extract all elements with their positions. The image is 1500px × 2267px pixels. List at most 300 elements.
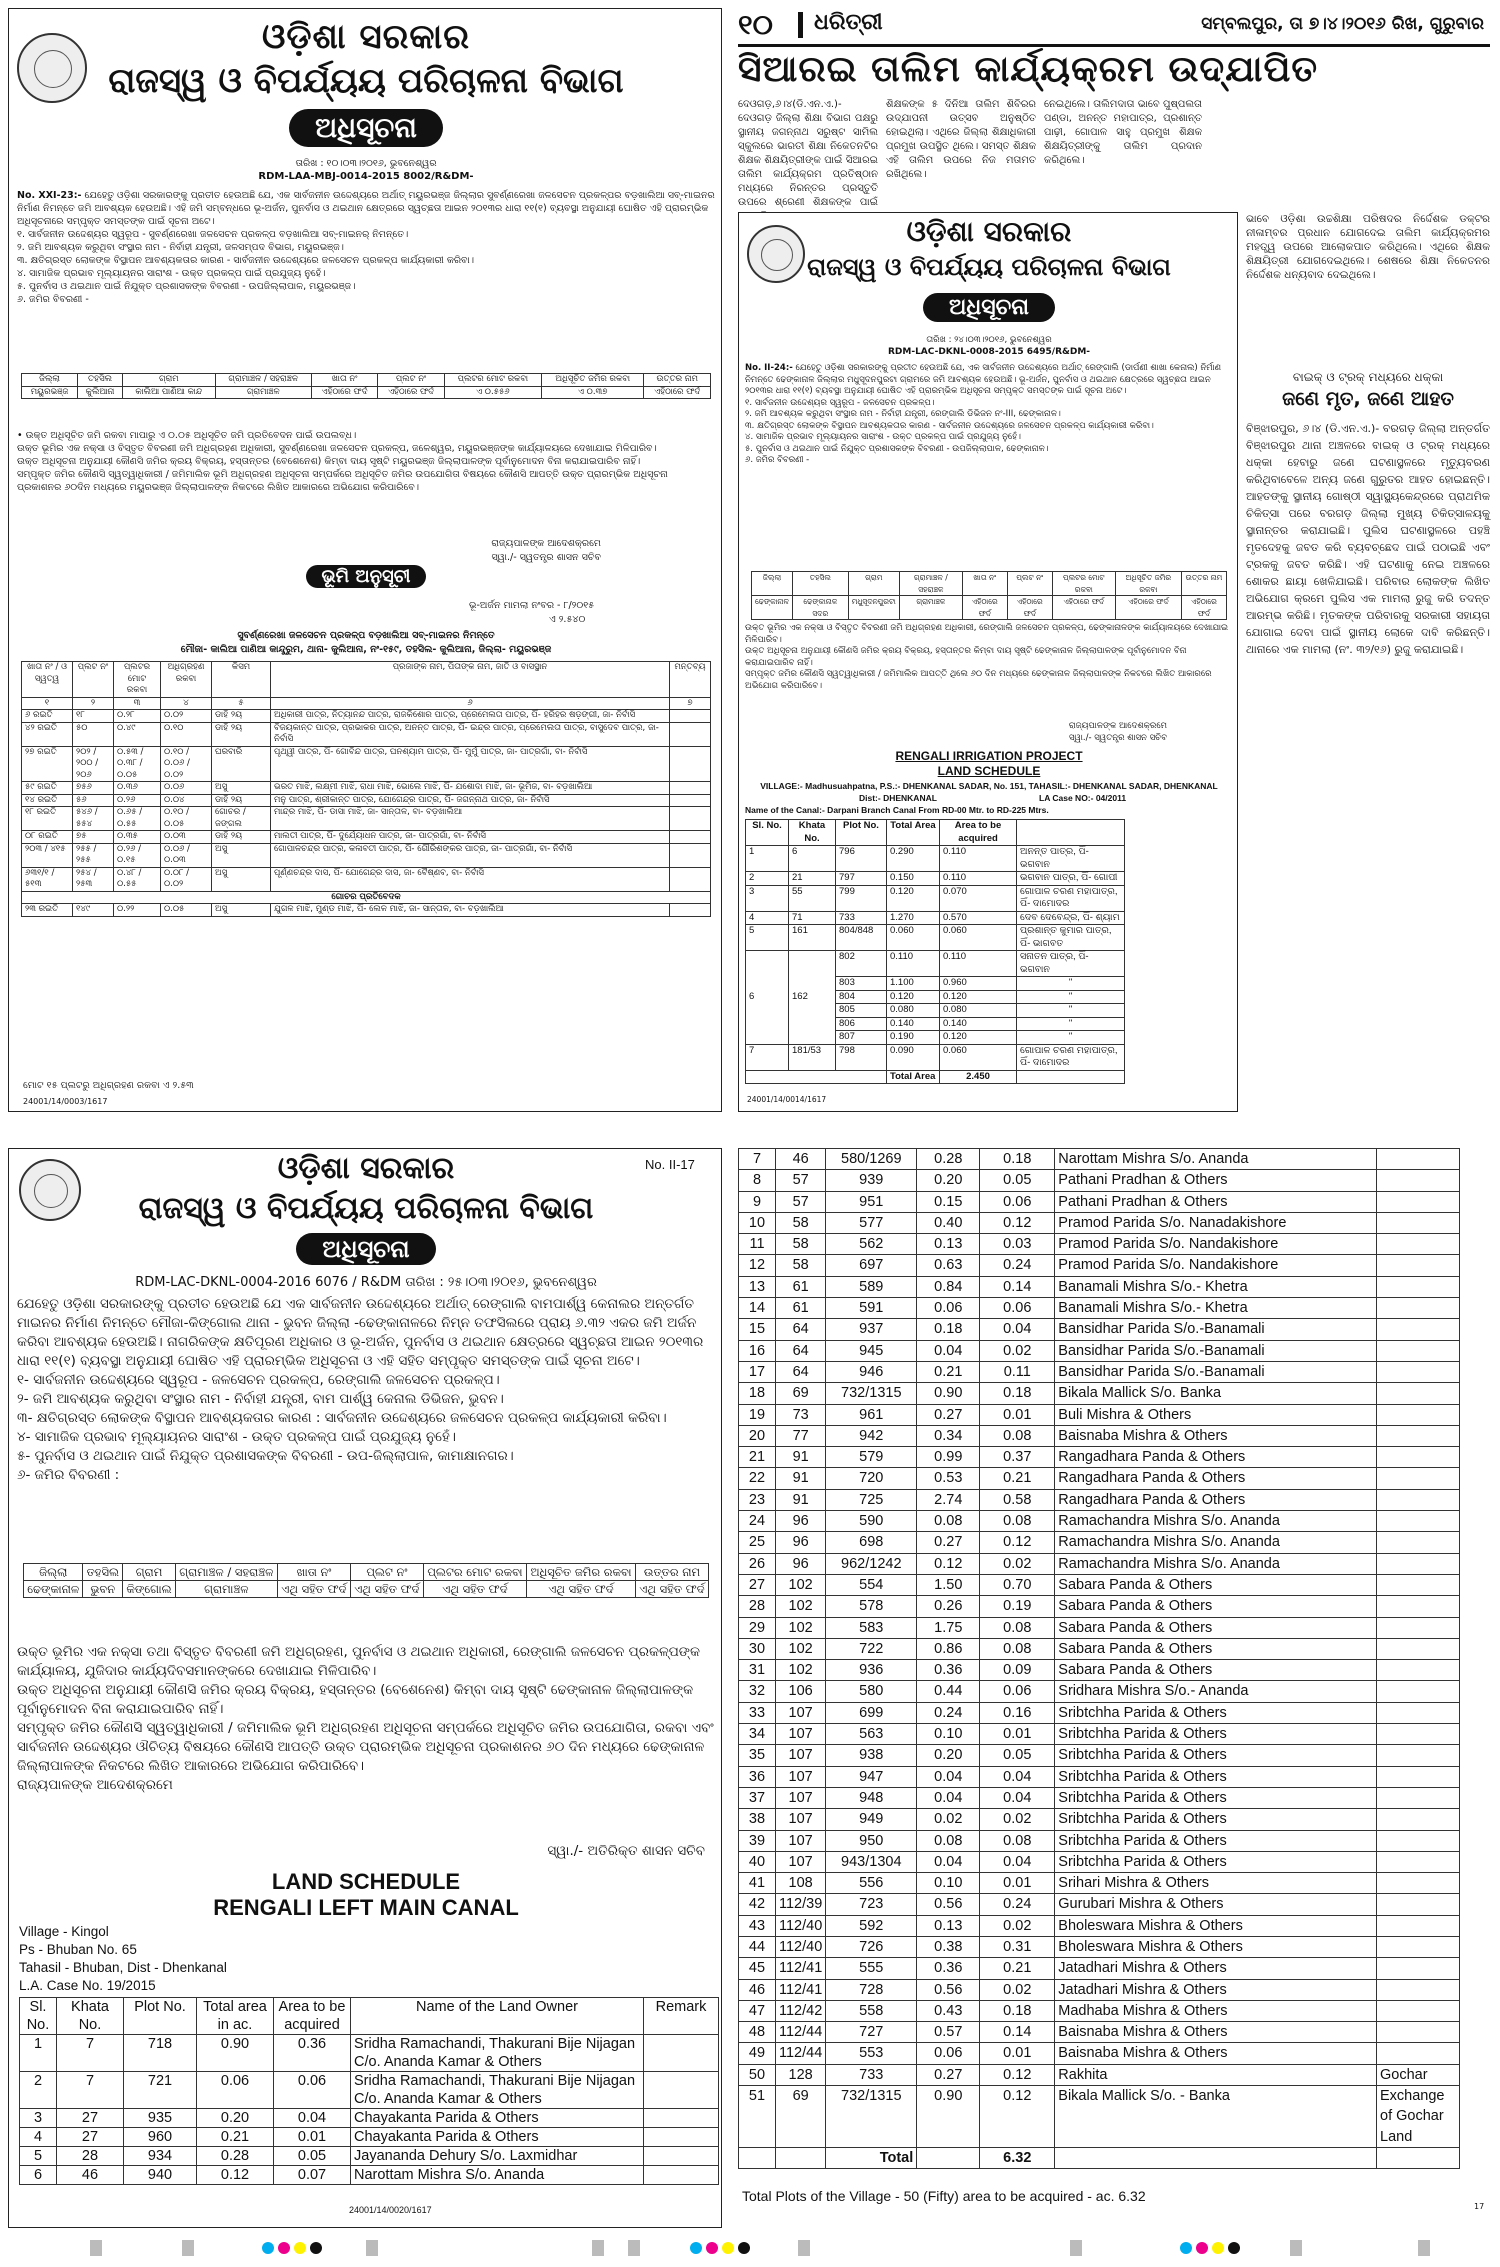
cell: ଏହିଠାରେ ଫର୍ଦ [378, 386, 444, 399]
cell: ଏଥି ସହିତ ଫର୍ଦ [527, 1581, 636, 1598]
notice-body-text: ଯେହେତୁ ଓଡ଼ିଶା ସରକାରଙ୍କୁ ପ୍ରତୀତ ହେଉଅଛି ଯେ, ଏକ ସାର୍ବଜନୀନ ଉଦ୍ଦେଶ୍ୟରେ ଅର୍ଥାତ୍ ରେଙ୍ଗାଲି (ଡାର୍ପଣୀ ଶାଖା କେନାଲ) ନିର୍ମାଣ ନିମନ୍ତେ ଢେଙ୍କାନାଳ ଜିଲ୍ଲାର ମଧୁସୂଦନପୁରଟା ଗ୍ରାମରେ ଜମି ଆବଶ୍ୟକ ହେଉଅଛି। ଭୂ-ଅର୍ଜନ, ପୁନର୍ବାସ ଓ ଥଇଥାନ କ୍ଷେତ୍ରରେ ସ୍ୱଚ୍ଛତା ଆଇନ ୨୦୧୩ର ଧାରା ୧୧(୧) ବ୍ୟବସ୍ଥା ଅନୁଯାୟୀ ଘୋଷିତ ଏହି ପ୍ରାରମ୍ଭିକ ଅଧିସୂଚନା ସମ୍ପୃକ୍ତ ସମସ୍ତଙ୍କ ପାଇଁ ସୂଚନା ଅଟେ। [745, 363, 1222, 396]
cyan-dot-icon [690, 2242, 702, 2254]
header-cell: Sl. No. [746, 820, 789, 846]
cell: 0.90 [197, 2035, 274, 2072]
cell: 0.04 [980, 1851, 1055, 1872]
cell: ୦.୨୬ [114, 794, 161, 807]
cell [670, 831, 711, 844]
cell: 0.290 [887, 846, 940, 872]
cell: 9 [739, 1191, 776, 1212]
cell: ଅସୁ [212, 843, 271, 867]
notice-paragraphs [745, 623, 1233, 692]
cell: 961 [826, 1404, 917, 1425]
cell: 796 [836, 846, 887, 872]
cell: ୬ [271, 697, 670, 710]
cell [670, 807, 711, 831]
table-row [739, 1511, 1460, 1532]
cell: 0.18 [980, 2000, 1055, 2021]
header-cell: ତହସିଲ [83, 1564, 123, 1581]
cell: 61 [776, 1276, 826, 1297]
paragraph: • ଉକ୍ତ ଅଧିସୂଚିତ ଜମି ରକବା ମାପାରୁ ଏ ୦.୦୫ ଅଧିସୂଚିତ ଜମି ପ୍ରତିବେଦନ ପାଇଁ ଉପଲବ୍ଧ। [17, 430, 357, 441]
cyan-dot-icon [1180, 2242, 1192, 2254]
cell: Exchange of Gochar Land [1377, 2086, 1460, 2148]
cell: 0.070 [940, 885, 1017, 911]
cell: Rangadhara Panda & Others [1055, 1447, 1377, 1468]
cell: 33 [739, 1702, 776, 1723]
cell: 27 [739, 1574, 776, 1595]
cell: 107 [776, 1851, 826, 1872]
cell [1377, 1745, 1460, 1766]
registration-mark-icon [1070, 2240, 1082, 2256]
table-row [739, 1404, 1460, 1425]
cell: Baisnaba Mishra & Others [1055, 2022, 1377, 2043]
gov-title: ଓଡ଼ିଶା ସରକାର [906, 215, 1072, 248]
cell: ଡାହି ୨ୟ [212, 710, 271, 723]
cell: ୨୦୩ / ୪୧୫ [22, 843, 73, 867]
cell [1055, 2147, 1377, 2168]
cell: 728 [826, 1979, 917, 2000]
cell: 5 [746, 925, 789, 951]
area-line: ଏ ୨.୫୪୦ [549, 614, 586, 625]
cell: 0.140 [887, 1017, 940, 1031]
cell: 0.10 [917, 1724, 980, 1745]
cell: Buli Mishra & Others [1055, 1404, 1377, 1425]
cell: Baisnaba Mishra & Others [1055, 1425, 1377, 1446]
cell: ଢେଙ୍କାନାଳ [24, 1581, 83, 1598]
cell [670, 722, 711, 746]
cell: ଏଥି ସହିତ ଫର୍ଦ [277, 1581, 350, 1598]
cell: 7 [739, 1149, 776, 1170]
case-line: L.A. Case No. 19/2015 [19, 1978, 156, 1993]
registration-mark-icon [1418, 2240, 1430, 2256]
cell: Sribtchha Parida & Others [1055, 1745, 1377, 1766]
cell: ୨୭ ରଇତି [22, 746, 73, 782]
cell: ଅସୁ [212, 782, 271, 795]
cell: " [1017, 990, 1125, 1004]
header-cell: ଅଧିସୂଚିତ ଜମିର ରକବା [527, 1564, 636, 1581]
cell: 0.34 [917, 1425, 980, 1446]
cell: 948 [826, 1787, 917, 1808]
cell: 0.21 [197, 2128, 274, 2147]
cell: 42 [739, 1894, 776, 1915]
cell: 0.190 [887, 1031, 940, 1045]
point: ୫- ପୁନର୍ବାସ ଓ ଥଇଥାନ ପାଇଁ ନିଯୁକ୍ତ ପ୍ରଶାସକଙ୍କ ବିବରଣୀ - ଉପ-ଜିଲ୍ଲାପାଳ, କାମାକ୍ଷାନଗର। [17, 1448, 514, 1464]
cell: ୦.୩୫ [114, 831, 161, 844]
cell: Sribtchha Parida & Others [1055, 1851, 1377, 1872]
cell: 58 [776, 1234, 826, 1255]
header-cell: ମନ୍ତବ୍ୟ [670, 662, 711, 698]
cell: ସନାତନ ପାତ୍ର, ପିଁ- ଭଗବାନ [1017, 951, 1125, 977]
table-row [746, 925, 1125, 951]
cell: ଏଥି ସହିତ ଫର୍ଦ [350, 1581, 423, 1598]
cell [1377, 1425, 1460, 1446]
header-cell: Area to be acquired [274, 1998, 351, 2035]
cell: ଏହିଠାରେ ଫର୍ଦ [644, 386, 711, 399]
paragraph: ଉକ୍ତ ଅଧିସୂଚନା ଅନୁଯାୟୀ କୌଣସି ଜମିର କ୍ରୟ ବିକ୍ରୟ, ହସ୍ତାନ୍ତର (ବେଶେନେଶ) କିମ୍ବା ଦାୟ ସୃଷ୍ଟି ଢେଙ୍କାନାଳ ଜିଲ୍ଲାପାଳଙ୍କ ପୂର୍ବାନୁମୋଦନ ବିନା କରାଯାଇପାରିବ ନାହିଁ। [17, 1682, 694, 1717]
cell: Narottam Mishra S/o. Ananda [351, 2166, 644, 2185]
cell: 583 [826, 1617, 917, 1638]
cell: 96 [776, 1511, 826, 1532]
cell: Sribtchha Parida & Others [1055, 1702, 1377, 1723]
total-value: 6.32 [980, 2147, 1055, 2168]
table-row [739, 1936, 1460, 1957]
cell: 1 [746, 846, 789, 872]
cell: 0.960 [940, 977, 1017, 991]
point: ୪- ସାମାଜିକ ପ୍ରଭାବ ମୂଲ୍ୟାୟନର ସାରାଂଶ - ଉକ୍ତ ପ୍ରକଳ୍ପ ପାଇଁ ପ୍ରଯୁଜ୍ୟ ନୁହେଁ। [17, 1429, 456, 1445]
case-line: ଭୂ-ଅର୍ଜନ ମାମଲା ନଂବର - ୮/୨୦୧୫ [469, 600, 595, 611]
cell: 0.02 [980, 1979, 1055, 2000]
cell: Sridhara Mishra S/o.- Ananda [1055, 1681, 1377, 1702]
cell: ୧୮ ରଇତି [22, 807, 73, 831]
cell: ଗୋପାଳଚନ୍ଦ୍ର ପାତ୍ର, କଳାବତୀ ପାତ୍ର, ପିଁ- ଗୌରିଶଙ୍କର ପାତ୍ର, ଜା- ପାତ୍ରଗାଁ, ବା- ନିର୍ବାସି [271, 843, 670, 867]
cell: 1.50 [917, 1574, 980, 1595]
notice-top-left [8, 8, 722, 1112]
cell: 934 [124, 2147, 197, 2166]
cell: 102 [776, 1596, 826, 1617]
cell: 64 [776, 1361, 826, 1382]
table-row [739, 1830, 1460, 1851]
cell: ମାଲତୀ ପାତ୍ର, ପିଁ- ଦୁର୍ଯ୍ୟୋଧନ ପାତ୍ର, ଜା- ପାତ୍ରଗାଁ, ବା- ନିର୍ବାସି [271, 831, 670, 844]
cell: 28 [739, 1596, 776, 1617]
cell: ୬୩୧/୧ / ୫୧୩ [22, 867, 73, 891]
header-cell: ପ୍ଲଟ ନଂ [73, 662, 114, 698]
cell: ବିଜୟକାନ୍ତ ପାତ୍ର, ପ୍ରଭାକର ପାତ୍ର, ଅନନ୍ତ ପାତ୍ର, ପିଁ- ଇନ୍ଦ୍ର ପାତ୍ର, ପ୍ରେମେଲତା ପାତ୍ର, ବାସୁଦେବ ପାତ୍ର, ଜା- ନିର୍ବାସି [271, 722, 670, 746]
total-label: Total Area [887, 1070, 940, 1084]
cell: 0.060 [887, 925, 940, 951]
cell: 0.13 [917, 1915, 980, 1936]
cell: ୦୮ ରଇତି [22, 831, 73, 844]
notification-badge: ଅଧିସୂଚନା [923, 293, 1055, 322]
cell: 0.12 [980, 1532, 1055, 1553]
notice-body [745, 363, 1233, 467]
cell: 0.12 [917, 1553, 980, 1574]
cell: 0.14 [980, 1276, 1055, 1297]
cell: 102 [776, 1638, 826, 1659]
cell: 553 [826, 2043, 917, 2064]
cell: ଗୋପାଳ ଚରଣ ମହାପାତ୍ର, ପିଁ- ଦାମୋଦର [1017, 1044, 1125, 1070]
cell: 96 [776, 1532, 826, 1553]
cell: 0.21 [980, 1468, 1055, 1489]
cell [1377, 1340, 1460, 1361]
dept-title: ରାଜସ୍ୱ ଓ ବିପର୍ଯ୍ୟୟ ପରିଚାଳନା ବିଭାଗ [108, 61, 624, 101]
cell: 12 [739, 1255, 776, 1276]
cell: 50 [739, 2064, 776, 2085]
table-row [746, 951, 1125, 977]
cell: ୫୯ ରଇତି [22, 782, 73, 795]
cell: 0.06 [917, 1298, 980, 1319]
cell: 102 [776, 1574, 826, 1595]
notification-badge: ଅଧିସୂଚନା [289, 109, 443, 147]
cell: 718 [124, 2035, 197, 2072]
cell: 0.86 [917, 1638, 980, 1659]
cell: Gochar [1377, 2064, 1460, 2085]
cell: 3 [20, 2109, 57, 2128]
schedule-body [22, 710, 711, 892]
cell: 112/41 [776, 1979, 826, 2000]
cell: 698 [826, 1532, 917, 1553]
cell: 44 [739, 1936, 776, 1957]
cell [644, 2147, 719, 2166]
point: ୪. ସାମାଜିକ ପ୍ରଭାବ ମୂଲ୍ୟାୟନର ସାରାଂଶ - ଉକ୍ତ ପ୍ରକଳ୍ପ ପାଇଁ ପ୍ରଯୁଜ୍ୟ ନୁହେଁ। [17, 268, 326, 279]
cell: 804 [836, 990, 887, 1004]
schedule-body [746, 846, 1125, 951]
cell: 0.21 [917, 1361, 980, 1382]
cell: ୦.୦୪ [161, 794, 212, 807]
cell: 807 [836, 1031, 887, 1045]
header-cell: ଗ୍ରାମାଞ୍ଚଳ / ସହରାଞ୍ଚଳ [899, 572, 962, 596]
header-cell: ତହସିଲ [792, 572, 848, 596]
cell: 0.90 [917, 1383, 980, 1404]
cell: Jayananda Dehury S/o. Laxmidhar [351, 2147, 644, 2166]
point: ୧. ସାର୍ବଜନୀନ ଉଦ୍ଦେଶ୍ୟର ସ୍ୱରୂପ - ଜଳସେଚନ ପ୍ରକଳ୍ପ। [745, 397, 935, 408]
cell [1377, 1553, 1460, 1574]
cell [1377, 1447, 1460, 1468]
cell: 55 [789, 885, 836, 911]
cell: ଘରବାରି [212, 746, 271, 782]
land-schedule-title: RENGALI IRRIGATION PROJECT [895, 749, 1083, 763]
cell: 578 [826, 1596, 917, 1617]
cell: 0.06 [980, 1191, 1055, 1212]
table-row [739, 1553, 1460, 1574]
cell: Sribtchha Parida & Others [1055, 1724, 1377, 1745]
cell: 0.110 [940, 872, 1017, 886]
cell: 0.27 [917, 2064, 980, 2085]
cell: 0.04 [980, 1787, 1055, 1808]
news-col-2: ଶିକ୍ଷକଙ୍କ ୫ ଦିନିଆ ତାଲିମ ଶିବିରର ଉଦ୍‌ଯାପନୀ ଉତ୍ସବ ଅନୁଷ୍ଠିତ ହୋଇଥିଲା। ଏଥିରେ ଜିଲ୍ଲା ଶିକ୍ଷାଧିକାରୀ ପ୍ରମୁଖ ଉପସ୍ଥିତ ଥିଲେ। ସମସ୍ତ ଶିକ୍ଷକ ଏହି ତାଲିମ ଉପରେ ନିଜ ମତାମତ ରଖିଥିଲେ। [886, 99, 1036, 180]
cell: ୨ [73, 697, 114, 710]
table-row [22, 794, 711, 807]
cell: 61 [776, 1298, 826, 1319]
project-line: ସୁବର୍ଣ୍ଣରେଖା ଜଳସେଚନ ପ୍ରକଳ୍ପ ବଡ଼ଖାଲିଆ ସବ୍-ମାଇନର ନିମନ୍ତେ [237, 630, 495, 641]
cell: 945 [826, 1340, 917, 1361]
table-header-row [24, 1564, 709, 1581]
cell: 0.06 [917, 2043, 980, 2064]
cell: 0.12 [980, 1212, 1055, 1233]
cell: ଢେଙ୍କାନାଳ ସଦର [792, 596, 848, 620]
cell [1377, 1489, 1460, 1510]
header-cell: ଖାତା ନଂ / ଓ ସ୍ୱତ୍ୱ [22, 662, 73, 698]
cell: 803 [836, 977, 887, 991]
cell: 46 [57, 2166, 124, 2185]
table-row [739, 1958, 1460, 1979]
table-row [739, 2086, 1460, 2148]
cell: Narottam Mishra S/o. Ananda [1055, 1149, 1377, 1170]
signature: ସ୍ୱା./- ଅତିରିକ୍ତ ଶାସନ ସଚିବ [547, 1843, 705, 1859]
registration-mark-icon [798, 2240, 810, 2256]
cell [1377, 1936, 1460, 1957]
cell: 797 [836, 872, 887, 886]
governor-order: ରାଜ୍ୟପାଳଙ୍କ ଆଦେଶକ୍ରମେ [491, 538, 601, 549]
reference-number: RDM-LAC-DKNL-0008-2015 6495/R&DM- [887, 347, 1091, 357]
header-cell [1017, 820, 1125, 846]
cell: 36 [739, 1766, 776, 1787]
cell: 27 [57, 2128, 124, 2147]
table-row [739, 1809, 1460, 1830]
cell: 960 [124, 2128, 197, 2147]
cell: ୦.୫୩ / ୦.୩୮ / ୦.୦୫ [114, 746, 161, 782]
cell: ମାନ୍ଦ୍ର ମାଝି, ପିଁ- ଡାସା ମାଝି, ଜା- ସାନ୍ତାଳ, ବା- ବଡ଼ଖାଲିଆ [271, 807, 670, 831]
cell: Banamali Mishra S/o.- Khetra [1055, 1298, 1377, 1319]
magenta-dot-icon [1196, 2242, 1208, 2254]
cell: 69 [776, 1383, 826, 1404]
header-cell: ପ୍ଲଟ ନଂ [378, 374, 444, 387]
side-kicker: ବାଇକ୍ ଓ ଟ୍ରକ୍ ମଧ୍ୟରେ ଧକ୍କା [1292, 370, 1444, 384]
cell: 0.08 [980, 1425, 1055, 1446]
point: ୬- ଜମିର ବିବରଣୀ : [17, 1467, 120, 1483]
header-cell: ଖାତା ନଂ [277, 1564, 350, 1581]
cell: 106 [776, 1681, 826, 1702]
table-row [22, 722, 711, 746]
table-row [739, 1915, 1460, 1936]
cell: 0.01 [980, 2043, 1055, 2064]
cell: Sabara Panda & Others [1055, 1574, 1377, 1595]
cell: 8 [739, 1170, 776, 1191]
cell: 0.06 [980, 1681, 1055, 1702]
cell: 32 [739, 1681, 776, 1702]
notice-paragraphs [17, 1643, 715, 1795]
cell: 942 [826, 1425, 917, 1446]
cyan-dot-icon [262, 2242, 274, 2254]
cell: 16 [739, 1340, 776, 1361]
cell: ୭୫୬ [73, 782, 114, 795]
cell [1377, 1702, 1460, 1723]
cell: 935 [124, 2109, 197, 2128]
cell [1377, 1319, 1460, 1340]
cell: 107 [776, 1724, 826, 1745]
cell: 46 [776, 1149, 826, 1170]
cell: ଡାହି ୨ୟ [212, 831, 271, 844]
table-row [22, 904, 711, 917]
cell: 939 [826, 1170, 917, 1191]
cell: ଏହିଠାରେ ଫର୍ଦ [1181, 596, 1226, 620]
cell: 0.08 [917, 1511, 980, 1532]
cell: 938 [826, 1745, 917, 1766]
header-cell: ତହସିଲ [78, 374, 123, 387]
cell: 0.04 [274, 2109, 351, 2128]
cell: 0.110 [940, 846, 1017, 872]
cell: 0.04 [917, 1851, 980, 1872]
cell: 69 [776, 2086, 826, 2148]
cell: 102 [776, 1660, 826, 1681]
table-row [20, 2166, 719, 2185]
cell: 0.84 [917, 1276, 980, 1297]
table-row [739, 1489, 1460, 1510]
cell: 0.19 [980, 1596, 1055, 1617]
cell: ୦.୬୫ / ୦.୫୫ [114, 807, 161, 831]
cell: 112/44 [776, 2043, 826, 2064]
cell: 951 [826, 1191, 917, 1212]
cell: 21 [739, 1447, 776, 1468]
cell: ଏହିଠାରେ ଫର୍ଦ [1007, 596, 1052, 620]
table-row [22, 386, 711, 399]
cell: ୭ [670, 697, 711, 710]
cell: Bikala Mallick S/o. Banka [1055, 1383, 1377, 1404]
table-header-row [752, 572, 1227, 596]
notification-badge: ଅଧିସୂଚନା [296, 1233, 435, 1265]
cell: ୦.୨୮ [114, 710, 161, 723]
land-schedule-table [19, 1997, 719, 2185]
cell: 49 [739, 2043, 776, 2064]
cell: 21 [789, 872, 836, 886]
cell: " [1017, 1017, 1125, 1031]
cell: ପୃଥ୍ୱୀ ପାତ୍ର, ପିଁ- ଗୋବିନ୍ଦ ପାତ୍ର, ଘନଶ୍ୟାମ ପାତ୍ର, ପିଁ- ମୁର୍ମୁ ପାତ୍ର, ଜା- ପାତ୍ରଗାଁ, ବା- ନିର୍ବାସି [271, 746, 670, 782]
cell: Pathani Pradhan & Others [1055, 1191, 1377, 1212]
header-cell: ଅଧିସୂଚିତ ଜମିର ରକବା [1115, 572, 1181, 596]
cell [1377, 1574, 1460, 1595]
cell [644, 2128, 719, 2147]
header-cell: ଅଧିସୂଚିତ ଜମିର ରକବା [541, 374, 644, 387]
cell: 18 [739, 1383, 776, 1404]
cell [1377, 1787, 1460, 1808]
date-line: ତାରିଖ : ୨୪।୦୩।୨୦୧୬, ଭୁବନେଶ୍ୱର [926, 335, 1052, 345]
schedule-badge-wrap [9, 565, 723, 588]
cell: 0.08 [980, 1617, 1055, 1638]
land-schedule-table [745, 819, 1125, 1084]
cell: 107 [776, 1766, 826, 1787]
cell [644, 2109, 719, 2128]
magenta-dot-icon [706, 2242, 718, 2254]
cell: 0.28 [917, 1149, 980, 1170]
cell: ଅସୁ [212, 867, 271, 891]
table-row [739, 1638, 1460, 1659]
cell: 57 [776, 1170, 826, 1191]
cell: 46 [739, 1979, 776, 2000]
cell: 112/41 [776, 1958, 826, 1979]
cell: 1.75 [917, 1617, 980, 1638]
cell: 0.06 [274, 2072, 351, 2109]
cell: 107 [776, 1787, 826, 1808]
cell: 91 [776, 1489, 826, 1510]
table-row [739, 1149, 1460, 1170]
table-row [739, 2064, 1460, 2085]
cell: 20 [739, 1425, 776, 1446]
cell: 936 [826, 1660, 917, 1681]
cell: Sabara Panda & Others [1055, 1596, 1377, 1617]
table-row [22, 782, 711, 795]
cell: 0.06 [197, 2072, 274, 2109]
yellow-dot-icon [1212, 2242, 1224, 2254]
cell: 108 [776, 1873, 826, 1894]
cell: Jatadhari Mishra & Others [1055, 1979, 1377, 2000]
cell: 0.12 [197, 2166, 274, 2185]
cell [1377, 1596, 1460, 1617]
point: ୫. ପୁନର୍ବାସ ଓ ଥଇଥାନ ପାଇଁ ନିଯୁକ୍ତ ପ୍ରଶାସକଙ୍କ ବିବରଣୀ - ଉପଜିଲ୍ଲାପାଳ, ମୟୁରଭଞ୍ଜ। [17, 281, 356, 292]
cell: ୫ [212, 697, 271, 710]
cell: 0.90 [917, 2086, 980, 2148]
cell: ୨୫୪ / ୨୫୩ [73, 867, 114, 891]
cell: Ramachandra Mishra S/o. Ananda [1055, 1532, 1377, 1553]
cell: 112/39 [776, 1894, 826, 1915]
table-header-row [746, 820, 1125, 846]
cell: 107 [776, 1702, 826, 1723]
cell [1377, 2000, 1460, 2021]
cell: କୁଲିଆନା [78, 386, 123, 399]
ad-code: 24001/14/0020/1617 [349, 2205, 432, 2215]
cell: 107 [776, 1809, 826, 1830]
cell: 0.110 [887, 951, 940, 977]
table-row [746, 872, 1125, 886]
table-header-row [22, 374, 711, 387]
cell [644, 2072, 719, 2109]
cell: ଏଥି ସହିତ ଫର୍ଦ [423, 1581, 526, 1598]
canal-line: Name of the Canal:- Darpani Branch Canal From RD-00 Mtr. to RD-225 Mtrs. [745, 805, 1049, 815]
paragraph: ଉକ୍ତ ଭୂମିର ଏକ ନକ୍ସା ତଥା ବିସ୍ତୃତ ବିବରଣୀ ଜମି ଅଧିଗ୍ରହଣ, ପୁନର୍ବାସ ଓ ଥଇଥାନ ଅଧିକାରୀ, ରେଙ୍ଗାଲି ଜଳସେଚନ ପ୍ରକଳ୍ପଙ୍କ କାର୍ଯ୍ୟାଳୟ, ଯୁଜିଦାର କାର୍ଯ୍ୟଦିବସମାନଙ୍କରେ ଦେଖାଯାଇ ମିଳିପାରିବ। [17, 1644, 700, 1679]
cell: 19 [739, 1404, 776, 1425]
page-number: ୧୦ [738, 8, 773, 41]
table-row [752, 596, 1227, 620]
cell: ୦.୩୬ [114, 782, 161, 795]
notice-body [17, 189, 715, 306]
